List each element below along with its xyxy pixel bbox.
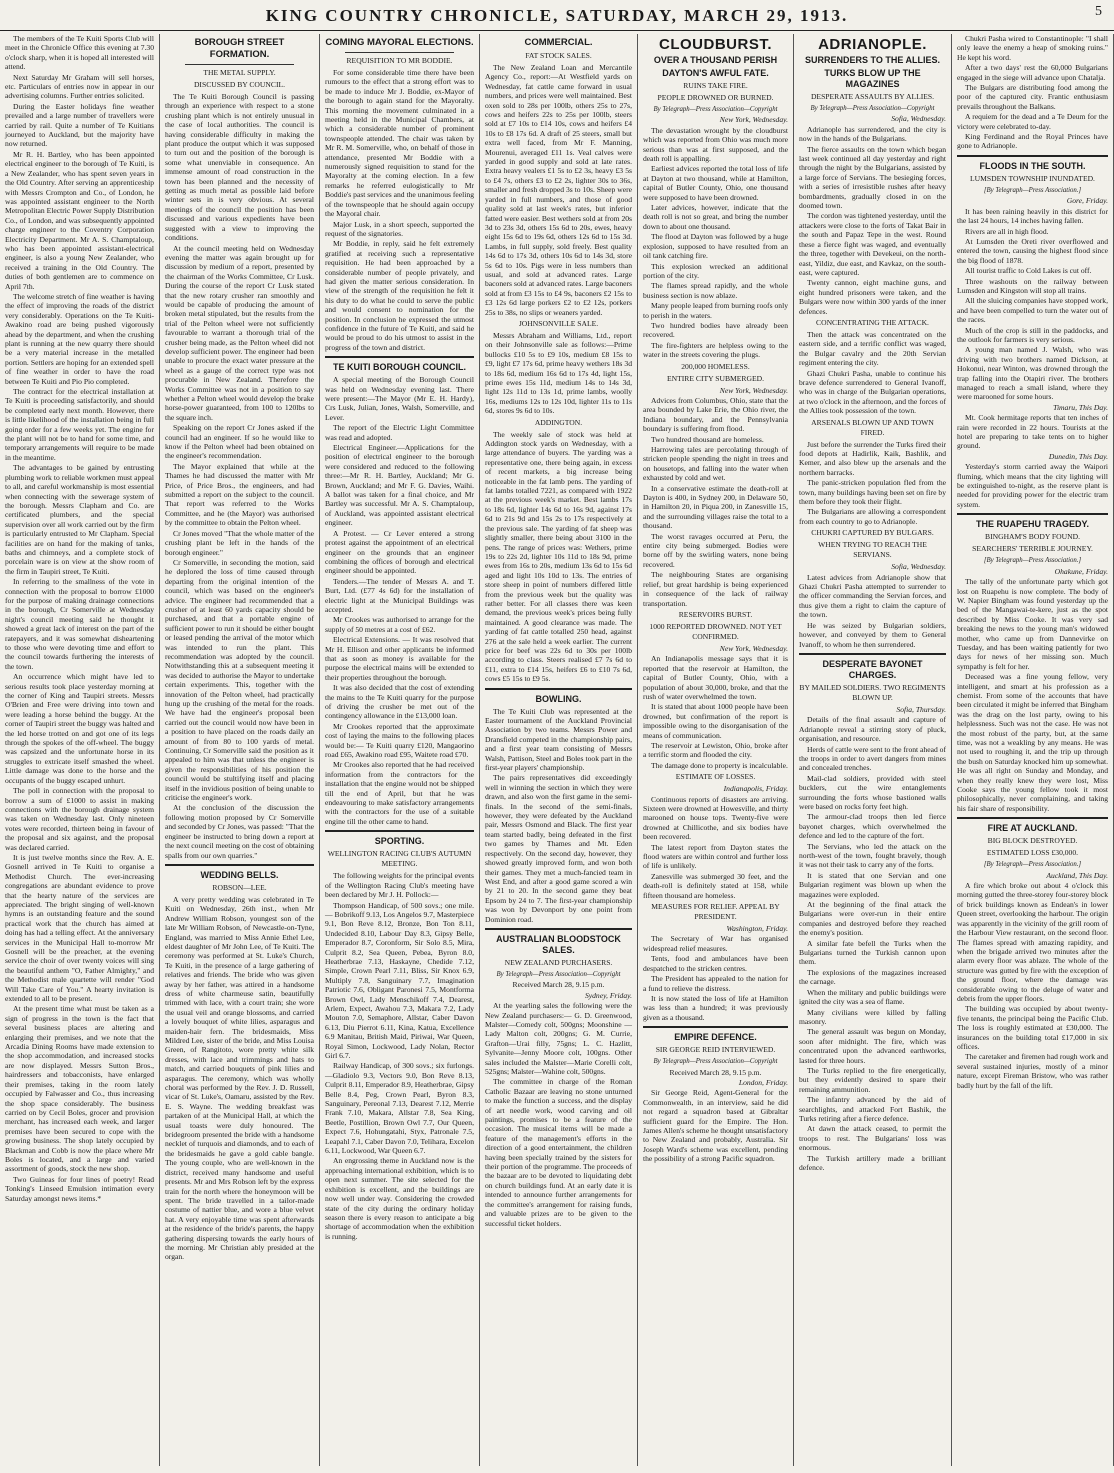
article-paragraph: All the sluicing companies have stopped work, and have been compelled to turn the water out of the races.	[957, 296, 1108, 325]
dateline: Timaru, This Day.	[1053, 402, 1108, 412]
wire-credit: [By Telegraph—Press Association.]	[983, 557, 1082, 565]
article-paragraph: A similar fate befell the Turks when the Bulgarians turned the Turkish cannon upon them.	[799, 938, 946, 967]
article-headline: COMING MAYORAL ELECTIONS.	[325, 37, 474, 48]
article-paragraph: The Te Kuiti Club was represented at the Easter tournament of the Auckland Provincial Association by two teams. Messrs Power and Dransfield competed in the championship pairs, and a first year team consisting of Messrs Walsh, Pattison, Steel and Boles took part in the first-year players' championship.	[485, 706, 632, 773]
article-paragraph: The weekly sale of stock was held at Addington stock yards on Wednesday, with a large attendance of buyers. The yarding was a representative one, there being again, in excess of recent markets, a big increase being noticeable in the fat lamb pens. The yarding of fat lambs totalled 7221, as compared with 1922 at the previous week's market. Best lambs 17s to 18s 6d, lighter 14s 6d to 16s 9d, against 17s 6d to 21s 9d and 15s 2s to 17s respectively at the previous sale. The yarding of fat sheep was slightly smaller, there being about 3100 in the pens. The range of prices was: Wethers, prime 19s to 22s 2d, lighter 10s 11d to 18s 9d, prime ewes from 16s to 20s, medium 13s 6d to 15s 6d aged and light 10s 10d to 13s. The entries of store sheep in point of numbers differed little from the previous week but the quality was rather better. For all classes there was keen demand, the previous week's prices being fully maintained. A good clearance was made. The yarding of fat cattle totalled 250 head, against 276 at the sale held a week earlier. The current price for beef was 22s 6d to 30s per 100lb according to class. Steers realised £7 7s 6d to £11, extra to £14 15s, heifers £6 to £10 7s 6d, cows £5 15s to £9 5s.	[485, 429, 632, 684]
article-headline: FIRE AT AUCKLAND.	[987, 823, 1078, 834]
article-paragraph: The damage done to property is incalculable.	[651, 760, 788, 770]
article-subheading: PEOPLE DROWNED OR BURNED.	[657, 93, 774, 102]
dateline: Gore, Friday.	[1066, 196, 1108, 206]
article-paragraph: The report of the Electric Light Committee was read and adopted.	[325, 423, 474, 442]
article-paragraph: An engrossing theme in Auckland now is the approaching international exhibition, which is to open next summer. The site selected for the exhibition is excellent, and the buildings are now well under way. Considering the crowded state of the city during the ordinary holiday season there is every reason to anticipate a big shortage of accommodation when the exhibition is running.	[325, 1156, 474, 1241]
news-item: It is just twelve months since the Rev. A. E. Gosnell arrived in Te Kuiti to organise a Methodist Church. The ever-increasing congregations are abundant evidence to prove that the hearty nature of the services are appreciated. The bright singing of well-known hymns is an outstanding feature and the sound practical work that the church has aimed at doing has had a telling effect. At the anniversary services in the Municipal Hall to-morrow Mr Gosnell will be the preacher, at the evening service the choir of over twenty voices will sing the beautiful anthem "O, Father Almighty," and the Methodist male quartette will render "God Will Take Care of You." A hearty invitation is extended to all to be present.	[5, 852, 154, 1004]
article-subheading: BINGHAM'S BODY FOUND.	[985, 532, 1080, 542]
article-subheading: THE METAL SUPPLY.	[203, 68, 276, 77]
article-paragraph: The explosions of the magazines increased the carnage.	[799, 967, 946, 987]
article-paragraph: The neighbouring States are organising relief, but great hardship is being experienced in consequence of the lack of railway transportation.	[643, 570, 788, 608]
news-item: An occurrence which might have led to serious results took place yesterday morning at the corner of King and Taupiri streets. Messrs O'Brien and Free were driving into town and were leading a horse behind the buggy. At the corner of Taupiri street the buggy was halted and the led horse trotted on and got one of its legs through the spokes of the off-wheel. The buggy was capsized and the unfortunate horse in its struggles to extricate itself smashed the wheel. Little damage was done to the horse and the occupants of the buggy escaped unhurt.	[5, 672, 154, 785]
section-divider	[165, 864, 314, 866]
article-paragraph: Mt. Cook hermitage reports that ten inches of rain were recorded in 22 hours. Tourists at the hotel are preparing to take tents on to higher ground.	[957, 413, 1108, 451]
article-paragraph: Speaking on the report Cr Jones asked if the council had an engineer. If so he would like to know if the Pelton wheel had been obtained on the engineer's recommendation.	[165, 423, 314, 461]
article-paragraph: The Bulgarians are allowing a correspondent from each country to go to Adrianople.	[799, 507, 946, 526]
article-paragraph: The worst ravages occurred at Peru, the entire city being submerged. Bodies were borne off by the swirling waters, none being recovered.	[643, 531, 788, 569]
article-paragraph: Thompson Handicap, of 500 sovs.; one mile.— Bobrikoff 9.13, Los Angelos 9.7, Masterpiece 9.1, Bon Reve 8.12, Bronze, Bon Ton 8.11, Undecided 8.10, Labour Day 8.3, Gipsy Belle, Emperador 8.7, Coronform, Sir Solo 8.5, Mira, Culprit 8.2, Sea Queen, Pebea, Byron 8.0, Heatherbrae 7.13, Haskayne, Chedide 7.12, Simple, Crown Pearl 7.11, Bliss, Sir Knox 6.9, Multiply 7.8, Sanguinary 7.7, Imagination Patriotic 7.6, Obligant Paronesi 7.5, Montforma Brown Owl, Lady Menschikoff 7.4, Dearest, Arlem, Expect, Awahou 7.3, Makara 7.2, Lady Mouton 7.0, Semaphore, Allstar, Caber Davon 6.13, Diu Pierrot 6.11, Kina, Katua, Excellence 6.9 Manitau, British Maid, Piriwai, War Queen, Royal Simon, Lockwood, Lady Nolan, Rector Girl 6.7.	[325, 900, 474, 1060]
article-subheading: FAT STOCK SALES.	[525, 51, 592, 60]
dateline: Received March 28, 9.15 p.m.	[669, 1067, 762, 1077]
section-divider	[485, 688, 632, 690]
article-paragraph: Ghazi Chukri Pasha, unable to continue his brave defence surrendered to General Ivanoff, who was in charge of the Bulgarian operations, at two o'clock in the afternoon, and the forces of the Allies took possession of the town.	[799, 368, 946, 416]
article-paragraph: A special meeting of the Borough Council was held on Wednesday evening last. There were present:—The Mayor (Mr E. H. Hardy), Crs Lusk, Julian, Jones, Walsh, Somerville, and Lever.	[325, 375, 474, 422]
article-paragraph: Chukri Pasha wired to Constantinople: "I shall only leave the enemy a heap of smoking ruins." He kept his word.	[957, 34, 1108, 62]
article-paragraph: King Ferdinand and the Royal Princes have gone to Adrianople.	[957, 132, 1108, 151]
article-paragraph: All tourist traffic to Cold Lakes is cut off.	[965, 266, 1092, 276]
section-divider	[325, 356, 474, 358]
section-divider	[957, 817, 1108, 819]
article-paragraph: Latest advices from Adrianople show that Ghazi Chukri Pasha attempted to surrender to the officer commanding the Servian forces, and thus give them a right to claim the capture of the town.	[799, 572, 946, 620]
article-paragraph: Tents, food and ambulances have been despatched to the stricken centres.	[643, 954, 788, 973]
divider	[345, 52, 454, 53]
news-item: In referring to the smallness of the vote in connection with the proposal to borrow £1000 for the purpose of making drainage connections in the borough, Cr Somerville at Wednesday night's council meeting said he thought it showed a great lack of interest on the part of the ratepayers, and it was somewhat disheartening to those who were devoting time and effort to the council towards furthering the interests of the town.	[5, 577, 154, 671]
article-paragraph: Advices from Columbus, Ohio, state that the area bounded by Lake Erie, the Ohio river, the Indiana boundary, and the Pennsylvania boundary is suffering from flood.	[643, 395, 788, 434]
column-2	[160, 34, 320, 1466]
news-item: The members of the Te Kuiti Sports Club will meet in the Chronicle Office this evening at 7.30 o'clock sharp, when it is hoped all interested will attend.	[5, 34, 154, 72]
article-paragraph: A requiem for the dead and a Te Deum for the victory were celebrated to-day.	[957, 112, 1108, 131]
news-item: The poll in connection with the proposal to borrow a sum of £1000 to assist in making connections with the borough drainage system was taken on Wednesday last. Only nineteen votes were recorded, thirteen being in favour of the proposal and six against, and the proposal was declared carried.	[5, 786, 154, 852]
article-subheading: DISCUSSED BY COUNCIL.	[193, 80, 286, 89]
article-paragraph: The fire-fighters are helpless owing to the water in the streets covering the plugs.	[643, 340, 788, 360]
article-paragraph: Sir George Reid, Agent-General for the Commonwealth, in an interview, said he did not regard a squadron based at Gibraltar sufficient guard for the Empire. The Hon. James Allen's scheme he thought unsatisfactory to New Zealand and probably, Australia. Sir Joseph Ward's scheme was excellent, pending the possibility of a strong Pacific squadron.	[643, 1088, 788, 1164]
section-divider	[957, 155, 1108, 157]
article-paragraph: When the military and public buildings were ignited the city was a sea of flame.	[799, 987, 946, 1007]
article-subheading: LUMSDEN TOWNSHIP INUNDATED.	[970, 173, 1095, 183]
article-subheading: 200,000 HOMELESS.	[681, 361, 750, 371]
article-paragraph: Mr Boddie, in reply, said he felt extremely gratified at receiving such a representative requisition. He had been approached by a considerable number of people privately, and had given the matter serious consideration. In view of the strength of the requisition he felt it his duty to do what he could to serve the public and would consent to nomination for the position. In conclusion he expressed the utmost confidence in the future of Te Kuiti, and said he would be proud to do his utmost to assist in the progress of the town and district.	[325, 239, 474, 352]
article-headline: TE KUITI BOROUGH COUNCIL.	[333, 362, 466, 373]
article-paragraph: Deceased was a fine young fellow, very intelligent, and smart at his profession as a chemist. From some of the accounts that have been circulated it might be inferred that Bingham was the drag on the lost party, owing to his helplessness. Such was not the case. He was not the most robust of the party, but, at the same time, was not a weakling by any means. He was not used to roughing it, and the trip up through the bush on Saturday knocked him up somewhat. He was all right on Sunday and Monday, and when they really knew they were lost, Miss Cooke says the young fellow took it most philosophically, never complaining, and taking his fair share of responsibility.	[957, 672, 1108, 813]
article-paragraph: An Indianapolis message says that it is reported that the reservoir at Hamilton, the capital of Butler County, Ohio, with a population of about 30,000, broke, and that the rush of water overwhelmed the town.	[643, 654, 788, 701]
dateline: Ohakune, Friday.	[1054, 566, 1108, 576]
wire-credit: By Telegraph—Press Association—Copyright	[653, 106, 778, 113]
article-subheading: CHUKRI CAPTURED BY BULGARS.	[811, 528, 934, 538]
section-divider	[643, 1026, 788, 1028]
wire-credit: By Telegraph—Press Association—Copyright	[496, 970, 621, 978]
article-subheading: DESPERATE ASSAULTS BY ALLIES.	[810, 92, 935, 101]
column-6	[794, 34, 952, 1466]
article-paragraph: For some considerable time there have been rumours to the effect that a strong effort was to be made to induce Mr J. Boddie, ex-Mayor of the borough to again stand for the Mayoralty. This morning the movement culminated in a meeting held in the Municipal Chambers, at which a considerable number of prominent townspeople attended. The chair was taken by Mr R. M. Somerville, who, on behalf of those in attendance, presented Mr Boddie with a numerously signed requisition to stand for the Mayoralty at the coming election. In a few remarks he referred eulogistically to Mr Boddie's past services and the unanimous feeling of the townspeople that he should again occupy the Mayoral chair.	[325, 68, 474, 219]
article-paragraph: Mr Crookes reported that the approximate cost of laying the mains to the following places would be:— Te Kuiti quarry £120, Mangaorino road £65, Awakino road £95, Waitete road £70.	[325, 721, 474, 760]
article-paragraph: The Turks replied to the fire energetically, but they evidently desired to spare their remaining ammunition.	[799, 1065, 946, 1094]
article-paragraph: In a conservative estimate the death-roll at Dayton is 400, in Sydney 200, in Delaware 50, in Hamilton 20, in Piqua 200, in Zanesville 15, and the surrounding villages raise the total to a thousand.	[643, 483, 788, 531]
article-paragraph: It is stated that about 1000 people have been drowned, but confirmation of the report is impossible owing to the disorganisation of the means of communication.	[643, 702, 788, 740]
article-paragraph: At the conclusion of the discussion the following motion proposed by Cr Somerville and seconded by Cr Jones, was passed: "That the engineer be instructed to bring down a report at the next council meeting on the cost of obtaining spalls from our own quarries."	[165, 803, 314, 860]
article-paragraph: The Te Kuiti Borough Council is passing through an experience with respect to a stone crushing plant which is not entirely unusual in the case of local authorities. The council is having considerable difficulty in making the plant produce the output which it was supposed to turn out and the position of the borough is some what unenviable in consequence. An immense amount of road construction in the town has been planned and the necessity of getting as much metal as possible laid before winter sets in is very obvious. At several meetings of the council the position has been discussed and various expedients have been suggested with a view to improving the conditions.	[165, 92, 314, 243]
article-subheading: REQUISITION TO MR BODDIE.	[346, 56, 453, 65]
divider	[185, 64, 294, 65]
article-paragraph: At dawn the attack ceased, to permit the troops to rest. The Bulgarians' loss was enormous.	[799, 1124, 946, 1153]
advertisement-note: Two Guineas for four lines of poetry! Read Tonking's Linseed Emulsion intimation every Saturday amongst news items.*	[5, 1174, 154, 1203]
dateline: Received March 28, 9.15 p.m.	[512, 980, 605, 990]
article-paragraph: It is now stated the loss of life at Hamilton was less than a hundred; it was previously given as a thousand.	[643, 993, 788, 1022]
article-subheading: ARSENALS BLOWN UP AND TOWN FIRED.	[811, 417, 934, 437]
article-paragraph: A young man named J. Walsh, who was driving with two brothers named Dickson, at Hokonui, near Winton, was drowned through the trap falling into the Otapiri river. The brothers managed to reach a small island, where they were marooned for some hours.	[957, 345, 1108, 402]
page-number: 5	[1095, 4, 1102, 19]
article-headline: FLOODS IN THE SOUTH.	[979, 160, 1086, 171]
article-paragraph: Then the attack was concentrated on the eastern side, and a terrific conflict was waged, the Bulgar cavalry and the 20th Servian regiment entering the city.	[799, 329, 946, 368]
article-paragraph: The flames spread rapidly, and the whole business section is now ablaze.	[643, 281, 788, 300]
dateline: Sydney, Friday.	[584, 990, 632, 1000]
article-paragraph: Tenders.—The tender of Messrs A. and T. Burt, Ltd. (£77 4s 6d) for the installation of electric light at the Municipal Buildings was accepted.	[325, 576, 474, 614]
dateline: Sofia, Wednesday.	[891, 562, 946, 572]
article-subheading: MEASURES FOR RELIEF. APPEAL BY PRESIDENT.	[651, 902, 780, 922]
article-paragraph: The latest report from Dayton states the flood waters are within control and further loss of life is unlikely.	[643, 842, 788, 871]
article-subheading: 1000 REPORTED DROWNED. NOT YET CONFIRMED.	[649, 621, 782, 641]
article-paragraph: The Secretary of War has organised widespread relief measures.	[643, 934, 788, 953]
article-subheading: NEW ZEALAND PURCHASERS.	[504, 957, 613, 967]
news-item: The advantages to be gained by entrusting plumbing work to reliable workmen must appeal to all, and careful workmanship is most essential when connecting with the sewerage system of the borough. Messrs Clapham and Co. are certificated plumbers, and the special supervision over all work carried out by the firm is particularly entrusted to Mr Clapham. Special facilities are on hand for the making of tanks, baths and chimneys, and a complete stock of porcelain ware is on view at the show room of the firm in Taupiri street, Te Kuiti.	[5, 463, 154, 576]
wire-credit: By Telegraph—Press Association—Copyright	[653, 1058, 778, 1066]
article-headline: DESPERATE BAYONET CHARGES.	[822, 658, 923, 680]
article-paragraph: A very pretty wedding was celebrated in Te Kuiti on Wednesday, 26th inst., when Mr Andrew William Robson, youngest son of the late Mr William Robson, of Newcastle-on-Tyne, England, was married to Miss Annie Ethel Lee, eldest daughter of Mr John Lee, of Te Kuiti. The ceremony was performed at St. Luke's Church, Te Kuiti, in the presence of a large gathering of relatives and friends. The bride who was given away by her father, was attired in a handsome dress of white charmeuse satin, beautifully trimmed with lace, with a court train; she wore the usual veil and orange blossoms, and carried a lovely bouquet of white lilies, asparagus and maiden-hair fern. The bridesmaids, Miss Mildred Lee, sister of the bride, and Miss Louisa Green, of Rangitoto, wore pretty white silk dresses, with lace and trimmings and hats to match, and carried bouquets of pink lilies and asparagus. The ceremony, which was wholly choral was performed by the Rev. J. D. Russell, vicar of St. Luke's, Oamaru, assisted by the Rev. E. S. Wayne. The wedding breakfast was partaken of at the Municipal Hall, at which the usual toasts were duly honoured. The bridegroom presented the bride with a handsome necklet of turquois and diamonds, and to each of the bridesmaids he gave a gold cable bangle. The young couple, who are well-known in the district, received many handsome and useful presents. Mr and Mrs Robson left by the express train for the north where the honeymoon will be spent. The bride travelled in a tailor-made costume of nattier blue, and wore a blue velvet hat. A very enjoyable time was spent afterwards at the residence of the bride's parents, the happy gathering dispersing towards the early hours of the morning. Mr Christian ably presided at the organ.	[165, 894, 314, 1262]
article-paragraph: Cr Jones moved "That the whole matter of the crushing plant be left in the hands of the borough engineer."	[165, 528, 314, 557]
news-item: The welcome stretch of fine weather is having the effect of improving the roads of the district very considerably. Operations on the Te Kuiti-Awakino road are being pushed vigorously ahead by the department, and when the crushing plant is running at the new quarry there should be a very material increase in the metalled portion. Settlers are hoping for an extended spell of fine weather in order to have the road between Te Kuiti and Pio Pio completed.	[5, 291, 154, 386]
article-paragraph: Herds of cattle were sent to the front ahead of the troops in order to avert dangers from mines and concealed trenches.	[799, 744, 946, 773]
article-paragraph: He was seized by Bulgarian soldiers, however, and conveyed by them to General Ivanoff, to whom he then surrendered.	[799, 620, 946, 649]
article-paragraph: Two hundred bodies have already been recovered.	[643, 320, 788, 340]
article-paragraph: Major Lusk, in a short speech, supported the request of the signatories.	[325, 219, 474, 238]
article-paragraph: The general assault was begun on Monday, soon after midnight. The fire, which was concentrated upon the advanced earthworks, lasted for three hours.	[799, 1027, 946, 1065]
dateline: Auckland, This Day.	[1046, 870, 1108, 880]
article-paragraph: Cr Somerville, in seconding the motion, said he deplored the loss of time caused through departing from the original intention of the council, which was based on the engineer's advice. The engineer had recommended that a crusher of at least 60 yards capacity should be purchased, and that a portable engine of sufficient power to run it should be either bought or leased pending the arrival of the motor which was intended to run the plant. This recommendation was adopted by the council. Notwithstanding this at a subsequent meeting it was decided to authorise the Mayor to undertake certain experiments. This, together with the innovation of the Pelton wheel, had practically hung up the crushing of the metal for the roads. We have had the engineer's proposal been carried out the council would now have been in a position to have placed on the roads daily an amount of from 80 to 100 yards of metal. Continuing, Cr Somerville said the position as it appealed to him was that unless the engineer is given the responsibilities of his position the council would be stultifying itself and placing itself in the invidious position of being unable to criticise the engineer's work.	[165, 557, 314, 803]
column-1	[0, 34, 160, 1466]
article-subheading: ENTIRE CITY SUBMERGED.	[667, 373, 764, 383]
article-paragraph: The Bulgars are distributing food among the poor of the captured city. Frantic enthusiasm prevails throughout the Balkans.	[957, 83, 1108, 111]
column-5	[638, 34, 794, 1466]
article-headline: COMMERCIAL.	[524, 37, 593, 48]
article-paragraph: It has been raining heavily in this district for the last 24 hours, 14 inches having fallen.	[957, 206, 1108, 226]
article-subheading: SEARCHERS' TERRIBLE JOURNEY.	[972, 544, 1093, 554]
article-paragraph: Twenty cannon, eight machine guns, and eight hundred prisoners were taken, and the Bulgars were now within 300 yards of the inner defences.	[799, 278, 946, 316]
article-subheading: ESTIMATED LOSS £30,000.	[986, 848, 1079, 858]
news-item: The contract for the electrical installation at Te Kuiti is proceeding satisfactorily, and should be completed early next month. However, there is little likelihood of the installation being in full going order for a few weeks yet. The engine for the plant will not be to hand for some time, and temporary arrangements will require to be made in the meantime.	[5, 387, 154, 462]
article-subheading: BY MAILED SOLDIERS. TWO REGIMENTS BLOWN UP.	[799, 682, 946, 702]
article-paragraph: Mr Crookes also reported that he had received information from the contractors for the installation that the engine would not be shipped till the end of April, but that he was endeavouring to make satisfactory arrangements with the contractors for the use of a suitable engine till the other came to hand.	[325, 760, 474, 826]
article-paragraph: Mail-clad soldiers, provided with steel bucklers, cut the wire entanglements surrounding the forts whose bastioned walls were based on rocks forty feet high.	[799, 773, 946, 811]
masthead	[0, 0, 1114, 31]
article-paragraph: At the beginning of the final attack the Bulgarians were over-run in their entire companies and destroyed before they reached the enemy's position.	[799, 900, 946, 938]
article-paragraph: Just before the surrender the Turks fired their food depots at Hadirlik, Kaik, Bashlik, and Kemer, and also blew up the arsenals and the northern barracks.	[799, 439, 946, 477]
article-paragraph: It was also decided that the cost of extending the mains to the Te Kuiti quarry for the purpose of driving the crusher be met out of the contingency allowance in the £13,000 loan.	[325, 683, 474, 721]
article-subheading: ESTIMATE OF LOSSES.	[675, 772, 756, 782]
article-paragraph: Railway Handicap, of 300 sovs.; six furlongs.—Gladiolo 9.3, Vectors 9.0, Bon Reve 8.13, Culprit 8.11, Emperador 8.9, Heatherbrae, Gipsy Belle 8.4, Peg, Crown Pearl, Byron 8.3, Sanguinary, Pereonal 7.13, Dearest 7.12, Merrie Frank 7.10, Makara, Allstar 7.8, Sea King, Beetle, Postillion, Brown Owl 7.7, Our Queen, Expect 7.6, Hohungatahi, Styx, Patronale 7.5, Leapahl 7.1, Caber Davon 7.0, Telihara, Excelon 6.11, Lockwood, War Queen 6.7.	[325, 1061, 474, 1156]
article-headline: WEDDING BELLS.	[200, 869, 279, 880]
article-paragraph: After a two days' rest the 60,000 Bulgarians engaged in the siege will advance upon Chatalja.	[957, 63, 1108, 82]
article-paragraph: The caretaker and firemen had rough work and several sustained injuries, mostly of a minor nature, except Fireman Bristow, who was rather badly hurt by the fall of the lift.	[957, 1052, 1108, 1090]
news-item: Mr R. H. Bartley, who has been appointed electrical engineer to the borough of Te Kuiti, is a New Zealander, who has spent seven years in the Old Country. After serving an apprenticeship with Messrs Crompton and Co., of London, he was appointed assistant engineer to the North Metropolitan Electric Power Supply Distribution Co., of London, and was subsequently appointed charge engineer to the Coventry Corporation Electricity Department. Mr A. S. Champtaloup, who has been appointed assistant-electrical engineer, is also a young New Zealander, who received a training in the Old Country. The duties of both gentlemen are to commence on April 7th.	[5, 149, 154, 291]
article-paragraph: The New Zealand Loan and Mercantile Agency Co., report:—At Westfield yards on Wednesday, fat cattle came forward in usual numbers, and prices were well maintained. Best oxen sold to 28s per 100lb, others 25s to 27s, cows and heifers 22s to 25s per 100lb, steers sold at £7 10s to £14 10s, cows and heifers £4 10s to £8 17s 6d. A draft of 25 steers, small but extra well faced, from Mr F. Manning, Mourenui, averaged £11 1s. Veal calves were yarded in good supply and sold at late rates. Extra heavy vealers £1 5s to £2 3s, heavy £3 5s to £4 7s, others £3 to £2 2s, lighter 30s to 36s, smaller and fresh dropped 3s to 10s. Sheep were yarded in full numbers, and those of good quality sold at last week's rates, but inferior fatted were easier. Best wethers sold at from 20s 3d to 23s 3d, others 15s 6d to 20s, ewes, heavy eight 15s 6d to 19s 6d, others 12s 6d to 15s 3d. Lambs, in full supply, sold freely. Best quality 14s 6d to 17s 3d, others 10s 6d to 14s 3d, store 5s 6d to 10s. Pigs were in less numbers than usual, and sold at advanced rates. Large baconers sold at advanced rates. Large baconers sold at from £3 15s to £4 9s, baconers £2 15s to £3 12s 6d large porkers £2 to £2 12s, porkers 25s to 38s, no slips or weaners yarded.	[485, 63, 632, 317]
wire-credit: [By Telegraph—Press Association.]	[983, 861, 1082, 869]
article-subheading: SURRENDERS TO THE ALLIES.	[804, 55, 940, 65]
article-paragraph: Earliest advices reported the total loss of life at Dayton at two thousand, while at Hamilton, capital of Butler County, Ohio, one thousand were supposed to have been drowned.	[643, 164, 788, 202]
article-paragraph: At the council meeting held on Wednesday evening the matter was again brought up for discussion by medium of a report, presented by the chairman of the Works Committee, Cr Lusk. During the course of the report Cr Lusk stated that the new rotary crusher ran smoothly and would be capable of producing the amount of broken metal stipulated, but the results from the trial of the Pelton wheel were not sufficiently favourable to warrant a thorough trial of the crusher being made, as the Pelton wheel did not develop sufficient power. The engineer had been unable to procure the exact water pressure at the wheel as a gauge of the correct type was not procurable in New Zealand. Therefore the Works Committee was not in a position to say whether a Pelton wheel would develop the brake horse-power guaranteed, from 100 to 120lbs to the square inch.	[165, 243, 314, 422]
article-paragraph: A fire which broke out about 4 o'clock this morning gutted the three-storey four-storey block of brick buildings known as Endean's in lower Queen street, overlooking the harbour. The origin was apparently in the vicinity of the grill room of the Harbour View restaurant, on the second floor. The flames spread with amazing rapidity, and when the brigade arrived two minutes after the alarm every floor was ablaze. The whole of the structure was gutted by fire with the exception of the ground floor, where the damage was considerable owing to the deluge of water and debris from the upper floors.	[957, 881, 1108, 1003]
news-item: During the Easter holidays fine weather prevailed and a large number of travellers were carried by rail. Quite a number of Te Kuitians journeyed to Auckland, but the majority have now returned.	[5, 101, 154, 149]
article-paragraph: Electrical Engineer.—Applications for the position of electrical engineer to the borough were considered and reduced to the following three:—Mr R. H. Bartley, Auckland; Mr G. Brown, Auckland; and Mr F. G. Davies, Waihi. A ballot was taken for a final choice, and Mr Bartley was successful. Mr A. S. Champtaloup, of Auckland, was appointed assistant electrical engineer.	[325, 443, 474, 528]
article-paragraph: Yesterday's storm carried away the Waipori fluming, which means that the city lighting will be extinguished to-night, as the reserve plant is needed for providing power for the electric tram system.	[957, 462, 1108, 509]
article-paragraph: Zanesville was submerged 30 feet, and the death-roll is definitely stated at 158, while fifteen thousand are homeless.	[643, 871, 788, 900]
article-paragraph: Three washouts on the railway between Lumsden and Kingston will stop all trains.	[957, 276, 1108, 295]
article-subheading: OVER A THOUSAND PERISH	[653, 55, 778, 65]
wire-credit: [By Telegraph—Press Association.]	[983, 186, 1082, 194]
article-headline: THE RUAPEHU TRAGEDY.	[975, 519, 1089, 530]
article-headline: CLOUDBURST.	[659, 36, 772, 53]
article-subheading: CONCENTRATING THE ATTACK.	[816, 317, 929, 327]
article-paragraph: A Protest. — Cr Lever entered a strong protest against the appointment of an electrical engineer on the grounds that an engineer combining the offices of borough and electrical engineer should be appointed.	[325, 528, 474, 576]
article-headline: BOWLING.	[535, 693, 582, 704]
article-paragraph: The flood at Dayton was followed by a huge explosion, supposed to have resulted from an oil tank catching fire.	[643, 232, 788, 261]
section-divider	[957, 513, 1108, 515]
article-paragraph: Much of the crop is still in the paddocks, and the outlook for farmers is very serious.	[957, 325, 1108, 344]
article-subheading: ROBSON—LEE.	[212, 882, 267, 892]
section-divider	[799, 653, 946, 655]
article-paragraph: The building was occupied by about twenty-five tenants, the principal being the Pacific Club. The loss is roughly estimated at £30,000. The insurances on the building total £17,000 in six offices.	[957, 1004, 1108, 1051]
newspaper-title: KING COUNTRY CHRONICLE, SATURDAY, MARCH 29, 1913.	[265, 6, 849, 25]
article-paragraph: The tally of the unfortunate party which got lost on Ruapehu is now complete. The body of W. Napier Bingham was found yesterday up the bed of the Mangawai-te-kere, just as the spot described by Miss Cooke. It was very sad breaking the news to the young man's widowed mother, who came up from Dannevirke on Tuesday, and has been waiting patiently for two days for news of her missing son. Much sympathy is felt for her.	[957, 577, 1108, 671]
article-paragraph: The panic-stricken population fled from the town, many buildings having been set on fire by them before they took their flight.	[799, 478, 946, 507]
article-paragraph: At Lumsden the Oreti river overflowed and entered the town, causing the highest flood since the big flood of 1878.	[957, 236, 1108, 265]
column-4	[480, 34, 638, 1466]
dateline: Sofia, Thursday.	[896, 704, 946, 714]
article-paragraph: The Servians, who led the attack on the north-west of the town, fought bravely, though it was not their task to carry any of the forts.	[799, 841, 946, 870]
article-paragraph: The committee in charge of the Roman Catholic Bazaar are leaving no stone unturned to make the function a success, and the display of art needle work, wood carving and oil paintings, promises to be a feature of the occasion. The musical items will be made a feature of the management's efforts in the direction of a good entertainment, the children having been specially trained by the sisters for their portion of the programme. The proceeds of the bazaar are to be devoted to liquidating debt on church buildings fund. At an early date it is intended to announce further arrangements for the committee's arrangement for raising funds, and valuable prizes are to be given to the successful ticket holders.	[485, 1077, 632, 1228]
dateline: London, Friday.	[738, 1077, 788, 1087]
article-paragraph: It is stated that one Servian and one Bulgarian regiment was blown up when the magazines were exploded.	[799, 870, 946, 899]
article-subheading: ADDINGTON.	[534, 417, 583, 427]
article-paragraph: The pairs representatives did exceedingly well in winning the section in which they were drawn, and also won the first game in the semi-finals. In the second of the semi-finals, however, they were defeated by the Auckland pair, Messrs Osmond and Black. The first year team started badly, being defeated in the first two games by Thames and Mt. Eden respectively. On the second day, however, they showed greatly improved form, and won both their games. They met a much-fancied team in West End, and after a good game scored a win by 21 to 20. In the second game they beat Epsom by 24 to 7. The first-year championship was won by Devonport by one point from Dominion road.	[485, 773, 632, 924]
article-paragraph: The devastation wrought by the cloudburst which was reported from Ohio was much more serious than was at first supposed, and the death roll is appalling.	[643, 125, 788, 164]
column-7	[952, 34, 1114, 1466]
article-subheading: RESERVOIRS BURST.	[678, 609, 753, 619]
wire-credit: By Telegraph—Press Association—Copyright	[810, 105, 935, 112]
article-subheading: WHEN TRYING TO REACH THE SERVIANS.	[818, 540, 927, 560]
article-subheading: BIG BLOCK DESTROYED.	[987, 836, 1078, 846]
article-paragraph: Adrianople has surrendered, and the city is now in the hands of the Bulgarians.	[799, 124, 946, 144]
article-paragraph: Two hundred thousand are homeless.	[651, 434, 764, 444]
article-paragraph: At the yearling sales the following were the New Zealand purchasers:— G. D. Greenwood, Malster—Comedy colt, 500gns; Moonshine — Lady Malton colt, 200gns; G. M. Currie, Grafton—Urai filly, 75gns; L. C. Hazlitt, Sylvanite—Jenny Moore colt, 100gns. Other sales included the Malster—Marie Corelli colt, 525gns; Malster—Wahine colt, 500gns.	[485, 1001, 632, 1076]
article-headline: EMPIRE DEFENCE.	[674, 1032, 757, 1043]
article-paragraph: The armour-clad troops then led fierce bayonet charges, which overwhelmed the defence and led to the capture of the fort.	[799, 812, 946, 841]
article-paragraph: The infantry advanced by the aid of searchlights, and attacked Fort Bashik, the Turks retiring after a fierce defence.	[799, 1095, 946, 1123]
article-paragraph: Many civilians were killed by falling masonry.	[799, 1007, 946, 1026]
article-headline: AUSTRALIAN BLOODSTOCK SALES.	[496, 933, 621, 955]
article-paragraph: The reservoir at Lewiston, Ohio, broke after a terrific storm and flooded the city.	[643, 740, 788, 760]
article-paragraph: The Turkish artillery made a brilliant defence.	[799, 1153, 946, 1172]
article-paragraph: This explosion wrecked an additional portion of the city.	[643, 261, 788, 280]
article-paragraph: Continuous reports of disasters are arriving. Sixteen were drowned at Howesville, and thirty marooned on house tops. Twenty-five were drowned at Chillicothe, and six bodies have been recovered.	[643, 794, 788, 842]
article-headline: ADRIANOPLE.	[818, 36, 927, 53]
article-subheading: RUINS TAKE FIRE.	[683, 81, 748, 90]
dateline: Indianapolis, Friday.	[723, 784, 788, 794]
article-headline: SPORTING.	[374, 836, 425, 847]
dateline: New York, Wednesday.	[719, 115, 788, 125]
article-headline: BOROUGH STREET FORMATION.	[194, 37, 285, 60]
article-subheading: JOHNSONVILLE SALE.	[518, 318, 599, 328]
article-paragraph: The President has appealed to the nation for a fund to relieve the distress.	[643, 974, 788, 993]
article-paragraph: Messrs Abraham and Williams, Ltd., report on their Johnsonville sale as follows:—Prime bullocks £10 5s to £9 10s, medium £8 15s to £9, light £7 17s 6d, prime heavy wethers 18s 3d to 18s 6d, medium 16s 6d to 17s 4d, light 15s, prime ewes 15s 11d, medium 14s to 14s 3d, light 12s 11d to 13s 1d, prime lambs, woolly 16s, mediums 12s to 12s 10d, lighter 11s to 11s 6d, stores 9s 6d to 10s.	[485, 330, 632, 416]
article-paragraph: Mr Crookes was authorised to arrange for the supply of 50 metres at a cost of £62.	[325, 615, 474, 634]
dateline: New York, Wednesday.	[719, 385, 788, 395]
dateline: Dunedin, This Day.	[1048, 451, 1108, 461]
article-paragraph: The Mayor explained that while at the Thames he had discussed the matter with Mr Price, of Price Bros., the engineers, and had submitted a report on the subject to the council. That report was referred to the Works Committee, and he (the Mayor) was authorised by the committee to obtain the Pelton wheel.	[165, 461, 314, 528]
article-paragraph: Harrowing tales are percolating through of stricken people spending the night in trees and on housetops, and falling into the water when exhausted by cold and wet.	[643, 445, 788, 483]
article-subheading: WELLINGTON RACING CLUB'S AUTUMN MEETING.	[327, 849, 472, 869]
article-subheading: SIR GEORGE REID INTERVIEWED.	[655, 1045, 776, 1055]
news-item: At the present time what must be taken as a sign of progress in the town is the fact that several business places are altering and enlarging their premises, and we note that the Arcadia Dining Rooms have made extension to the shop accommodation, and increased stocks are now displayed. Messrs Sutton Bros., hairdressers and tobacconists, have enlarged their premises, taking in the room lately occupied by Falwasser and Co., thus increasing the shop space considerably. The business carried on by Cecil Boles, grocer and provision merchant, has increased each week, and larger premises have been secured to cope with the growing business. The shop lately occupied by Blackman and Cobb is now the place where Mr Boles is located, and a large and varied assortment of goods, stock the new shop.	[5, 1004, 154, 1174]
section-divider	[485, 928, 632, 930]
section-divider	[325, 830, 474, 832]
article-paragraph: The fierce assaults on the town which began last week continued all day yesterday and right through the night by the Bulgarians, assisted by a large force of Servians. The besieging forces, with a series of irresistible rushes after heavy bombardments, gradually closed in on the doomed town.	[799, 144, 946, 211]
article-paragraph: Later advices, however, indicate that the death roll is not so great, and bring the number down to about one thousand.	[643, 203, 788, 231]
article-paragraph: Electrical Extensions. — It was resolved that Mr H. Ellison and other applicants be informed that as soon as money is available for the purpose the electrical mains will be extended to their properties throughout the borough.	[325, 635, 474, 682]
dateline: Sofia, Wednesday.	[891, 114, 946, 124]
article-paragraph: Rivers are all in high flood.	[965, 226, 1049, 236]
article-paragraph: The following weights for the principal events of the Wellington Racing Club's meeting have been declared by Mr J. H. Pollock:—	[325, 871, 474, 900]
article-subheading: TURKS BLOW UP THE MAGAZINES	[824, 68, 921, 89]
article-paragraph: Details of the final assault and capture of Adrianople reveal a stirring story of pluck, organisation, and resource.	[799, 715, 946, 744]
column-3	[320, 34, 480, 1466]
article-paragraph: Many people leaped from burning roofs only to perish in the waters.	[643, 301, 788, 320]
dateline: Washington, Friday.	[726, 924, 788, 934]
article-paragraph: The cordon was tightened yesterday, until the attackers were close to the forts of Takat Bair in the south and Papaz Tepe in the west. Round these a fierce fight was waged, and eventually the three, together with Devekeui, on the north-east, Yildiz, due east, and Kavkaz, on the south-east, were captured.	[799, 211, 946, 277]
dateline: New York, Wednesday.	[719, 643, 788, 653]
article-subheading: DAYTON'S AWFUL FATE.	[662, 68, 769, 78]
news-item: Next Saturday Mr Graham will sell horses, etc. Particulars of entries now in appear in our advertising columns. Further entries solicited.	[5, 72, 154, 101]
